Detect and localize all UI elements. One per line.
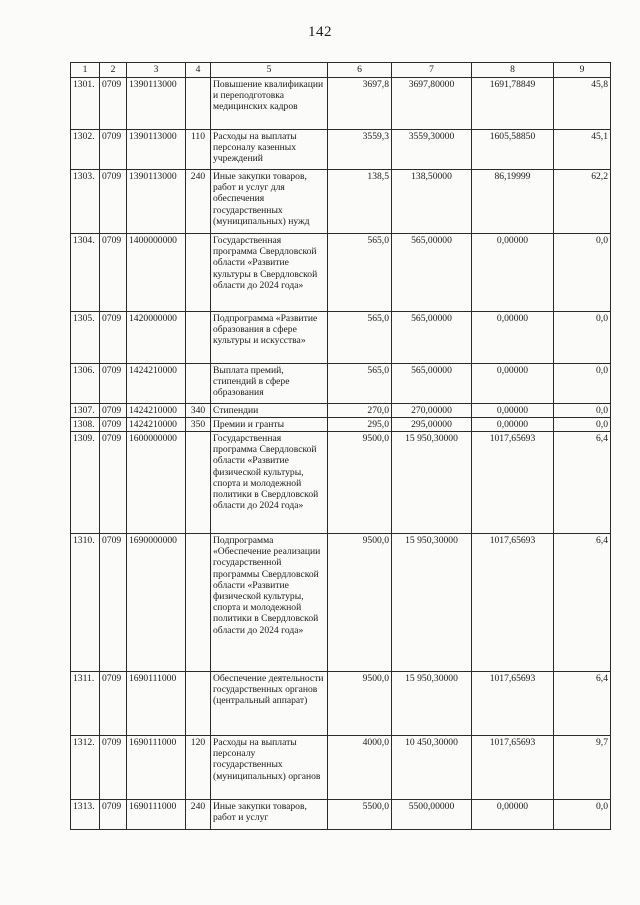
expense-type <box>186 534 211 672</box>
executed-amount: 1017,65693 <box>472 534 554 672</box>
target-code: 1390113000 <box>127 130 186 170</box>
planned-amount: 565,0 <box>328 234 392 312</box>
execution-percent: 6,4 <box>554 432 611 534</box>
item-name: Расходы на выплаты персоналу государственных (муниципальных) органов <box>211 736 328 800</box>
planned-amount: 3559,3 <box>328 130 392 170</box>
planned-amount: 565,0 <box>328 364 392 404</box>
section-code: 0709 <box>100 672 127 736</box>
section-code: 0709 <box>100 534 127 672</box>
executed-amount: 0,00000 <box>472 364 554 404</box>
adjusted-amount: 565,00000 <box>392 364 472 404</box>
table-row <box>71 130 611 170</box>
adjusted-amount: 295,00000 <box>392 418 472 432</box>
item-name: Расходы на выплаты персоналу казенных учреждений <box>211 130 328 170</box>
adjusted-amount: 3559,30000 <box>392 130 472 170</box>
target-code: 1690111000 <box>127 800 186 830</box>
target-code: 1420000000 <box>127 312 186 364</box>
row-number: 1302. <box>71 130 100 170</box>
target-code: 1690000000 <box>127 534 186 672</box>
header-col-1: 1 <box>71 63 100 78</box>
header-col-8: 8 <box>472 63 554 78</box>
row-number: 1301. <box>71 78 100 130</box>
expense-type: 110 <box>186 130 211 170</box>
section-code: 0709 <box>100 736 127 800</box>
table-row <box>71 78 611 130</box>
page-number: 142 <box>308 24 332 40</box>
table-header-row <box>71 63 611 78</box>
adjusted-amount: 270,00000 <box>392 404 472 418</box>
item-name: Подпрограмма «Развитие образования в сфере культуры и искусства» <box>211 312 328 364</box>
executed-amount: 0,00000 <box>472 800 554 830</box>
adjusted-amount: 15 950,30000 <box>392 432 472 534</box>
execution-percent: 45,8 <box>554 78 611 130</box>
expense-type: 120 <box>186 736 211 800</box>
row-number: 1307. <box>71 404 100 418</box>
execution-percent: 6,4 <box>554 534 611 672</box>
execution-percent: 0,0 <box>554 364 611 404</box>
target-code: 1390113000 <box>127 170 186 234</box>
executed-amount: 1017,65693 <box>472 736 554 800</box>
table-row <box>71 364 611 404</box>
table-row <box>71 432 611 534</box>
item-name: Выплата премий, стипендий в сфере образования <box>211 364 328 404</box>
planned-amount: 9500,0 <box>328 432 392 534</box>
planned-amount: 270,0 <box>328 404 392 418</box>
section-code: 0709 <box>100 234 127 312</box>
table-row <box>71 736 611 800</box>
adjusted-amount: 138,50000 <box>392 170 472 234</box>
table-row <box>71 404 611 418</box>
expense-type <box>186 78 211 130</box>
execution-percent: 0,0 <box>554 312 611 364</box>
executed-amount: 1017,65693 <box>472 432 554 534</box>
executed-amount: 1691,78849 <box>472 78 554 130</box>
expense-type <box>186 234 211 312</box>
target-code: 1424210000 <box>127 364 186 404</box>
table-row <box>71 418 611 432</box>
expense-type <box>186 672 211 736</box>
expense-type: 240 <box>186 800 211 830</box>
executed-amount: 86,19999 <box>472 170 554 234</box>
target-code: 1400000000 <box>127 234 186 312</box>
planned-amount: 565,0 <box>328 312 392 364</box>
item-name: Иные закупки товаров, работ и услуг для обеспечения государственных (муниципальных) нужд <box>211 170 328 234</box>
table-row <box>71 234 611 312</box>
header-col-2: 2 <box>100 63 127 78</box>
execution-percent: 0,0 <box>554 234 611 312</box>
section-code: 0709 <box>100 432 127 534</box>
item-name: Повышение квалификации и переподготовка медицинских кадров <box>211 78 328 130</box>
table-row <box>71 800 611 830</box>
section-code: 0709 <box>100 404 127 418</box>
section-code: 0709 <box>100 78 127 130</box>
execution-percent: 0,0 <box>554 404 611 418</box>
header-col-5: 5 <box>211 63 328 78</box>
section-code: 0709 <box>100 800 127 830</box>
planned-amount: 9500,0 <box>328 534 392 672</box>
table-row <box>71 170 611 234</box>
item-name: Обеспечение деятельности государственных органов (центральный аппарат) <box>211 672 328 736</box>
row-number: 1309. <box>71 432 100 534</box>
execution-percent: 6,4 <box>554 672 611 736</box>
adjusted-amount: 15 950,30000 <box>392 534 472 672</box>
executed-amount: 1017,65693 <box>472 672 554 736</box>
target-code: 1600000000 <box>127 432 186 534</box>
row-number: 1305. <box>71 312 100 364</box>
section-code: 0709 <box>100 170 127 234</box>
target-code: 1390113000 <box>127 78 186 130</box>
adjusted-amount: 3697,80000 <box>392 78 472 130</box>
adjusted-amount: 565,00000 <box>392 234 472 312</box>
expense-type: 340 <box>186 404 211 418</box>
item-name: Государственная программа Свердловской области «Развитие физической культуры, спорта и молодежной политики в Свердловской области до 2024 года» <box>211 432 328 534</box>
row-number: 1303. <box>71 170 100 234</box>
adjusted-amount: 10 450,30000 <box>392 736 472 800</box>
execution-percent: 0,0 <box>554 800 611 830</box>
adjusted-amount: 15 950,30000 <box>392 672 472 736</box>
row-number: 1304. <box>71 234 100 312</box>
item-name: Иные закупки товаров, работ и услуг <box>211 800 328 830</box>
expense-type: 350 <box>186 418 211 432</box>
expense-type <box>186 312 211 364</box>
row-number: 1310. <box>71 534 100 672</box>
executed-amount: 0,00000 <box>472 418 554 432</box>
adjusted-amount: 5500,00000 <box>392 800 472 830</box>
row-number: 1311. <box>71 672 100 736</box>
row-number: 1312. <box>71 736 100 800</box>
executed-amount: 0,00000 <box>472 234 554 312</box>
budget-table <box>70 62 611 830</box>
table-row <box>71 534 611 672</box>
planned-amount: 4000,0 <box>328 736 392 800</box>
executed-amount: 0,00000 <box>472 404 554 418</box>
table-row <box>71 312 611 364</box>
item-name: Подпрограмма «Обеспечение реализации государственной программы Свердловской области «Развитие физической культуры, спорта и молодежной политики в Свердловской области до 2024 года» <box>211 534 328 672</box>
executed-amount: 1605,58850 <box>472 130 554 170</box>
target-code: 1690111000 <box>127 736 186 800</box>
header-col-7: 7 <box>392 63 472 78</box>
section-code: 0709 <box>100 418 127 432</box>
header-col-6: 6 <box>328 63 392 78</box>
target-code: 1690111000 <box>127 672 186 736</box>
header-col-4: 4 <box>186 63 211 78</box>
target-code: 1424210000 <box>127 418 186 432</box>
planned-amount: 3697,8 <box>328 78 392 130</box>
header-col-9: 9 <box>554 63 611 78</box>
row-number: 1308. <box>71 418 100 432</box>
row-number: 1313. <box>71 800 100 830</box>
section-code: 0709 <box>100 130 127 170</box>
expense-type <box>186 364 211 404</box>
item-name: Государственная программа Свердловской области «Развитие культуры в Свердловской области до 2024 года» <box>211 234 328 312</box>
expense-type <box>186 432 211 534</box>
expense-type: 240 <box>186 170 211 234</box>
planned-amount: 295,0 <box>328 418 392 432</box>
target-code: 1424210000 <box>127 404 186 418</box>
adjusted-amount: 565,00000 <box>392 312 472 364</box>
item-name: Стипендии <box>211 404 328 418</box>
planned-amount: 9500,0 <box>328 672 392 736</box>
execution-percent: 9,7 <box>554 736 611 800</box>
execution-percent: 62,2 <box>554 170 611 234</box>
row-number: 1306. <box>71 364 100 404</box>
executed-amount: 0,00000 <box>472 312 554 364</box>
section-code: 0709 <box>100 364 127 404</box>
execution-percent: 0,0 <box>554 418 611 432</box>
planned-amount: 5500,0 <box>328 800 392 830</box>
section-code: 0709 <box>100 312 127 364</box>
planned-amount: 138,5 <box>328 170 392 234</box>
table-row <box>71 672 611 736</box>
header-col-3: 3 <box>127 63 186 78</box>
execution-percent: 45,1 <box>554 130 611 170</box>
item-name: Премии и гранты <box>211 418 328 432</box>
